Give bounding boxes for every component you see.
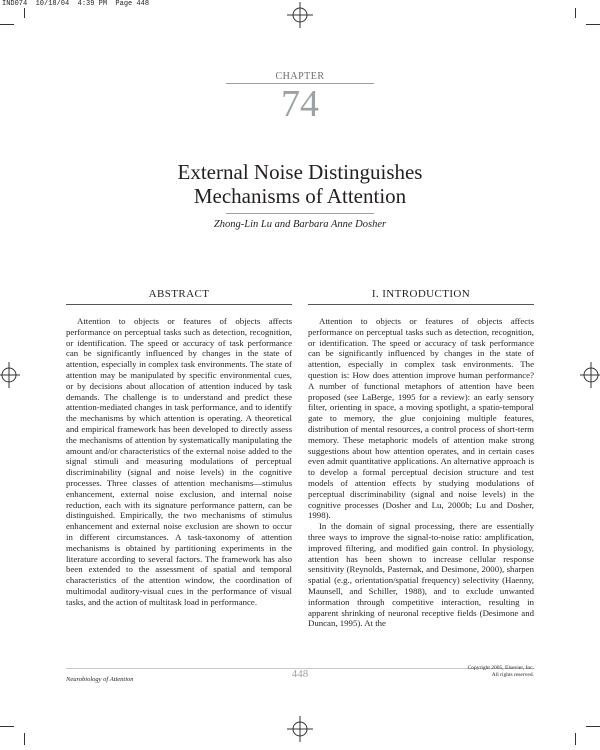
registration-mark-bottom-icon (287, 716, 313, 742)
title-rule (226, 213, 374, 214)
chapter-number: 74 (281, 83, 319, 125)
copyright-line: Copyright 2005, Elsevier, Inc. (467, 665, 534, 671)
crop-mark (0, 726, 14, 727)
introduction-paragraph: Attention to objects or features of objects affects performance on perceptual tasks such as detection, recognition, or identification. The speed or accuracy of task performance can be significantly influenced by changes in the state of attention, especially in complex task environments. The question is: How does attention improve human performance? A number of functional metaphors of attention have been proposed (see LaBerge, 1995 for a review): an early sensory filter, orienting in space, a moving spotlight, a spatio-temporal gate to memory, the glue conjoining multiple features, distribution of mental resources, a control process of short-term memory. These metaphoric models of attention make strong suggestions about how attention operates, and in certain cases even admit quantitative applications. An alternative approach is to develop a formal perceptual decision structure and test models of attention effects by studying modulations of perceptual discriminability (signal and noise levels) in the cognitive processes (Dosher and Lu, 2000b; Lu and Dosher, 1998). (308, 316, 534, 521)
crop-mark (24, 8, 25, 18)
abstract-text: Attention to objects or features of objects affects performance on perceptual tasks such as detection, recognition, or identification. The speed or accuracy of task performance can be significantly influenced by changes in the state of attention, especially in complex task environments. The state of attention may be manipulated by specific environmental cues, or by decisions about allocation of attention induced by task demands. The challenge is to understand and predict these attention-mediated changes in task performance, and to identify the mechanisms by which attention is operating. A theoretical and empirical framework has been developed to directly assess the mechanisms of attention by systematically manipulating the amount and/or characteristics of the external noise added to the signal stimuli and measuring modulations of perceptual discriminability (signal and noise levels) in the cognitive processes. Three classes of attention mechanisms—stimulus enhancement, external noise exclusion, and internal noise reduction, each with its signature performance pattern, can be distinguished. Empirically, the two mechanisms of stimulus enhancement and external noise exclusion are shown to occur in different circumstances. A task-taxonomy of attention mechanisms is obtained by partitioning experiments in the literature according to several factors. The framework has also been extended to the assessment of spatial and temporal characteristics of the attention window, the coordination of multimodal auditory-visual cues in the performance of visual tasks, and the action of multitask load in performance. (66, 316, 292, 607)
introduction-column (308, 288, 534, 629)
copyright-line: All rights reserved. (491, 672, 534, 678)
page-number: 448 (291, 668, 309, 680)
introduction-paragraph: In the domain of signal processing, there are essentially three ways to improve the signal-to-noise ratio: amplification, improved filtering, and modified gain control. In physiology, attention has been shown to increase cellular response sensitivity (Reynolds, Pasternak, and Desimone, 2000), sharpen spatial (e.g., orientation/spatial frequency) selectivity (Haenny, Maunsell, and Schiller, 1988), and to exclude unwanted information through competitive interaction, resulting in apparent shrinking of neuronal receptive fields (Desimone and Duncan, 1995). At the (308, 521, 534, 629)
crop-mark (0, 24, 14, 25)
crop-mark (586, 726, 600, 727)
registration-mark-top-icon (287, 2, 313, 28)
book-title: Neurobiology of Attention (66, 676, 134, 683)
crop-mark (575, 733, 576, 745)
chapter-title-line: External Noise Distinguishes (177, 160, 423, 184)
authors: Zhong-Lin Lu and Barbara Anne Dosher (213, 219, 387, 230)
registration-mark-left-icon (0, 362, 20, 388)
introduction-heading: I. INTRODUCTION (308, 288, 534, 305)
chapter-title (0, 160, 600, 208)
crop-mark (24, 733, 25, 745)
chapter-title-line: Mechanisms of Attention (193, 184, 407, 208)
abstract-column (66, 288, 292, 608)
abstract-heading: ABSTRACT (66, 288, 292, 305)
copyright-notice (414, 665, 534, 679)
crop-mark (586, 24, 600, 25)
chapter-label: CHAPTER (275, 71, 325, 82)
registration-mark-right-icon (580, 362, 600, 388)
print-slug: IND074 10/18/04 4:39 PM Page 448 (2, 0, 150, 8)
crop-mark (575, 8, 576, 18)
